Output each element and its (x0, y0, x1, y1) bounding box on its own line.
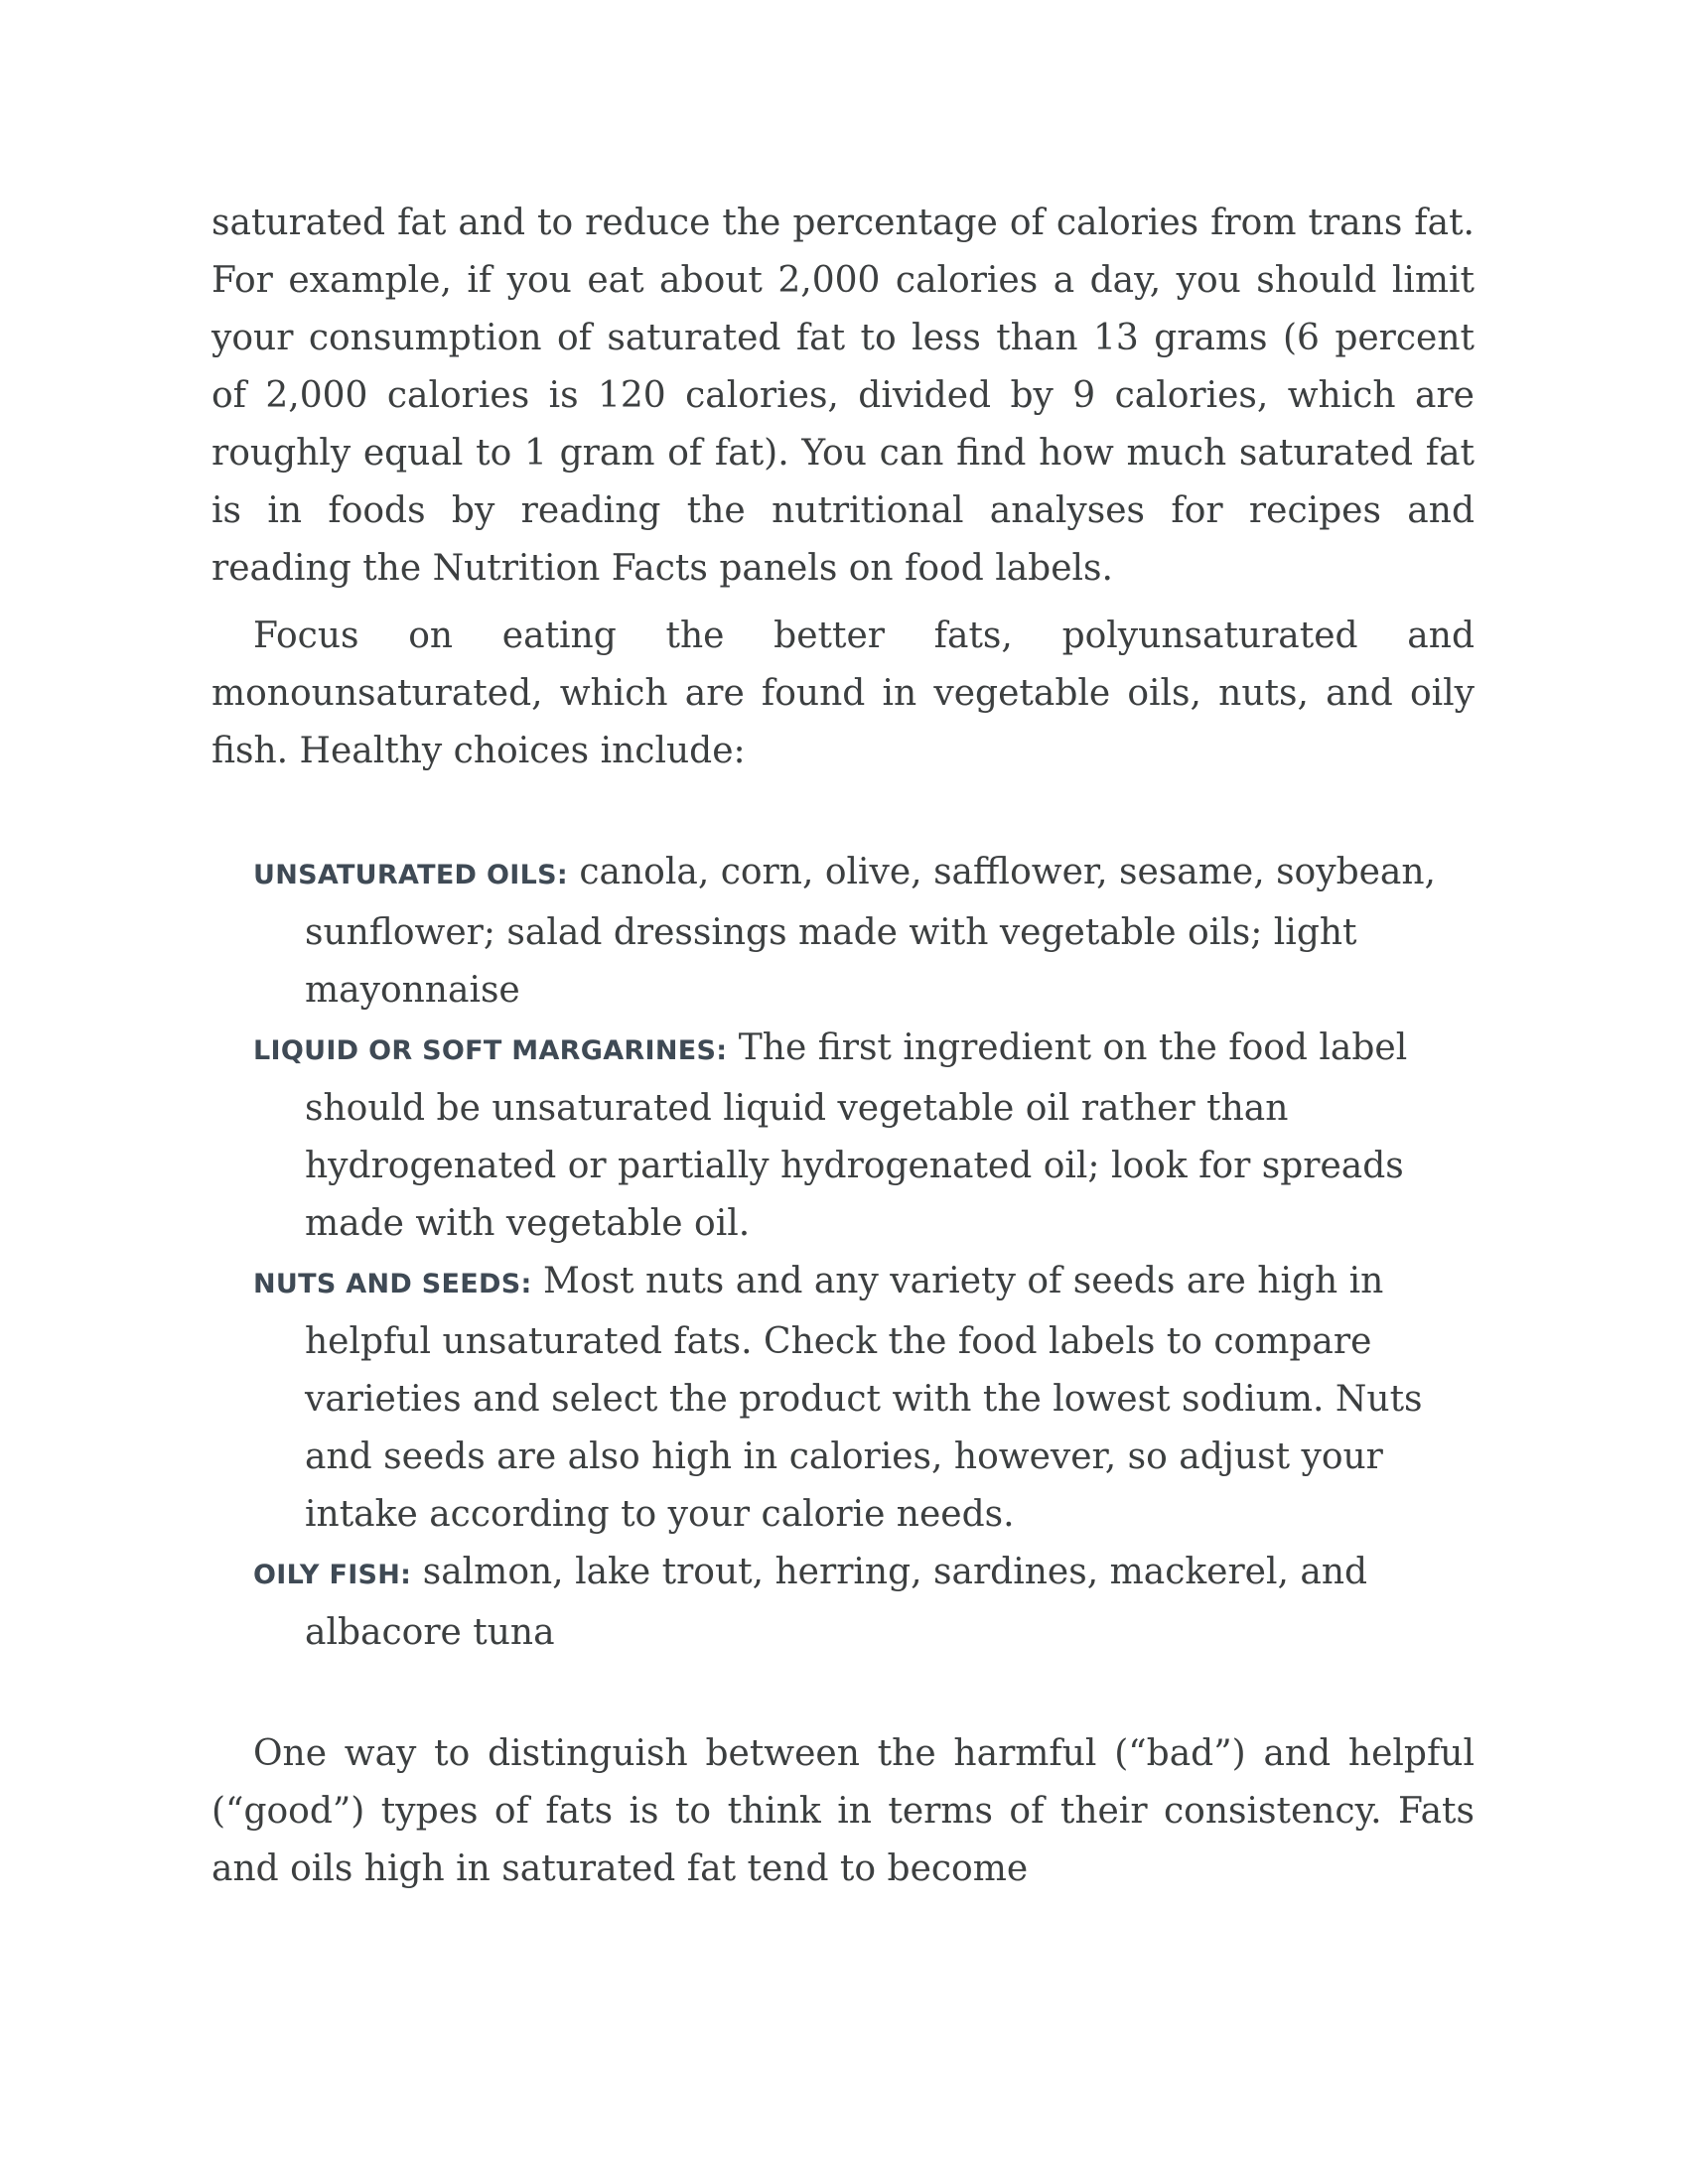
body-paragraph: Focus on eating the better fats, polyunsaturated and monounsaturated, which are found in vegetable oils, nuts, and oily fish. Healthy choices include: (211, 615, 1475, 771)
healthy-fats-list (211, 844, 1475, 1662)
list-item-term: UNSATURATED OILS: (253, 860, 568, 890)
body-paragraph: saturated fat and to reduce the percentage of calories from trans fat. For example, if you eat about 2,000 calories a day, you should limit your consumption of saturated fat to less than 13 grams (6 percent of 2,000 calories is 120 calories, divided by 9 calories, which are roughly equal to 1 gram of fat). You can find how much saturated fat is in foods by reading the nutritional analyses for recipes and reading the Nutrition Facts panels on food labels. (211, 203, 1475, 589)
list-item-term: LIQUID OR SOFT MARGARINES: (253, 1035, 728, 1066)
list-item-term: OILY FISH: (253, 1560, 412, 1590)
list-item-term: NUTS AND SEEDS: (253, 1269, 532, 1299)
list-item-margarines (253, 1020, 1475, 1253)
list-item-text: Most nuts and any variety of seeds are high in helpful unsaturated fats. Check the food labels to compare varieties and select the product with the lowest sodium. Nuts and seeds are also high in calories, however, so adjust your intake according to your calorie needs. (305, 1261, 1423, 1535)
list-item-text: salmon, lake trout, herring, sardines, mackerel, and albacore tuna (305, 1552, 1368, 1653)
body-paragraph: One way to distinguish between the harmful (“bad”) and helpful (“good”) types of fats is to think in terms of their consistency. Fats and oils high in saturated fat tend to become (211, 1733, 1475, 1889)
list-item-unsaturated-oils (253, 844, 1475, 1020)
list-item-oily-fish (253, 1544, 1475, 1662)
list-item-text: canola, corn, olive, safflower, sesame, soybean, sunflower; salad dressings made with vegetable oils; light mayonnaise (305, 852, 1437, 1011)
list-item-text: The first ingredient on the food label should be unsaturated liquid vegetable oil rather than hydrogenated or partially hydrogenated oil; look for spreads made with vegetable oil. (305, 1027, 1408, 1244)
page-body (211, 195, 1475, 1898)
list-item-nuts-and-seeds (253, 1253, 1475, 1544)
